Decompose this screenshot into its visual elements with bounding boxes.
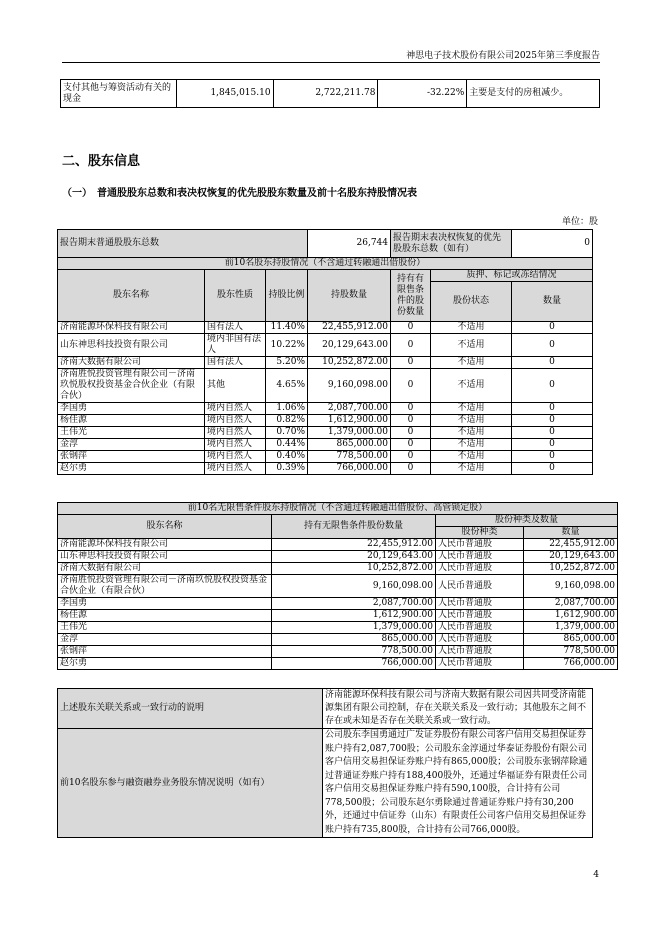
holder-restricted: 0 — [391, 463, 431, 475]
table-row — [58, 334, 593, 357]
col-header-count: 数量 — [524, 527, 618, 539]
holder-name: 张钢萍 — [58, 451, 205, 463]
holder-qty: 20,129,643.00 — [272, 551, 436, 563]
holder-qty: 1,612,900.00 — [272, 610, 436, 622]
table-row — [58, 658, 618, 670]
cashflow-row-table — [60, 79, 600, 108]
holder-qty: 778,500.00 — [272, 646, 436, 658]
share-type: 人民币普通股 — [436, 563, 524, 575]
share-type: 人民币普通股 — [436, 610, 524, 622]
holder-qty: 9,160,098.00 — [308, 369, 391, 403]
share-count: 766,000.00 — [524, 658, 618, 670]
pledge-status: 不适用 — [431, 439, 512, 451]
pct-cell: -32.22% — [378, 80, 467, 108]
table-row — [58, 622, 618, 634]
share-type: 人民币普通股 — [436, 598, 524, 610]
holder-name: 山东神思科技投资有限公司 — [58, 551, 272, 563]
col-header-nature: 股东性质 — [205, 270, 266, 322]
table-row — [58, 322, 593, 334]
holder-ratio: 0.82% — [266, 415, 308, 427]
margin-label: 前10名股东参与融资融券业务股东情况说明（如有） — [58, 729, 323, 838]
pledge-count: 0 — [512, 334, 593, 357]
table-row — [58, 563, 618, 575]
holder-ratio: 0.40% — [266, 451, 308, 463]
holder-ratio: 11.40% — [266, 322, 308, 334]
holder-nature: 境内自然人 — [205, 439, 266, 451]
table-row — [58, 403, 593, 415]
holder-qty: 10,252,872.00 — [272, 563, 436, 575]
pledge-count: 0 — [512, 369, 593, 403]
holder-qty: 766,000.00 — [308, 463, 391, 475]
col-header-pledge: 质押、标记或冻结情况 — [431, 270, 593, 282]
value-cell: 1,845,015.10 — [176, 80, 273, 108]
holder-qty: 865,000.00 — [308, 439, 391, 451]
table-row — [58, 415, 593, 427]
pledge-count: 0 — [512, 322, 593, 334]
holder-restricted: 0 — [391, 415, 431, 427]
pledge-status: 不适用 — [431, 451, 512, 463]
holder-qty: 22,455,912.00 — [308, 322, 391, 334]
holder-restricted: 0 — [391, 334, 431, 357]
share-count: 1,612,900.00 — [524, 610, 618, 622]
holder-nature: 境内非国有法人 — [205, 334, 266, 357]
col-header-type: 股份种类 — [436, 527, 524, 539]
share-type: 人民币普通股 — [436, 539, 524, 551]
col-header-type-group: 股份种类及数量 — [436, 515, 618, 527]
holder-nature: 境内自然人 — [205, 463, 266, 475]
header-rule — [62, 62, 600, 63]
holder-ratio: 5.20% — [266, 357, 308, 369]
holder-name: 济南能源环保科技有限公司 — [58, 322, 205, 334]
holder-ratio: 1.06% — [266, 403, 308, 415]
holder-restricted: 0 — [391, 369, 431, 403]
pledge-count: 0 — [512, 415, 593, 427]
table-row — [58, 598, 618, 610]
relation-text: 济南能源环保科技有限公司与济南大数据有限公司因共同受济南能源集团有限公司控制，存在关联关系及一致行动；其他股东之间不存在或未知是否存在关联关系或一致行动。 — [323, 689, 593, 729]
page-number: 4 — [593, 870, 599, 880]
holder-restricted: 0 — [391, 322, 431, 334]
col-header-ratio: 持股比例 — [266, 270, 308, 322]
pledge-status: 不适用 — [431, 369, 512, 403]
holder-name: 金淳 — [58, 439, 205, 451]
table-row — [58, 634, 618, 646]
holder-ratio: 4.65% — [266, 369, 308, 403]
holder-qty: 1,379,000.00 — [308, 427, 391, 439]
share-count: 22,455,912.00 — [524, 539, 618, 551]
holder-name: 金淳 — [58, 634, 272, 646]
share-type: 人民币普通股 — [436, 658, 524, 670]
holder-name: 张钢萍 — [58, 646, 272, 658]
total-holders-label: 报告期末普通股股东总数 — [58, 230, 308, 258]
holder-name: 王伟光 — [58, 622, 272, 634]
table-row — [58, 369, 593, 403]
table-row — [58, 439, 593, 451]
holder-qty: 9,160,098.00 — [272, 575, 436, 598]
pledge-status: 不适用 — [431, 415, 512, 427]
col-header-qty: 持有无限售条件股份数量 — [272, 515, 436, 539]
preferred-holders-label: 报告期末表决权恢复的优先股股东总数（如有） — [391, 230, 512, 258]
holder-nature: 境内自然人 — [205, 451, 266, 463]
holder-name: 山东神思科技投资有限公司 — [58, 334, 205, 357]
col-header-restricted: 持有有限售条件的股份数量 — [391, 270, 431, 322]
col-header-count: 数量 — [512, 282, 593, 322]
section-title: 二、股东信息 — [62, 154, 141, 169]
holder-nature: 境内自然人 — [205, 403, 266, 415]
relation-label: 上述股东关联关系或一致行动的说明 — [58, 689, 323, 729]
holder-name: 赵尔勇 — [58, 463, 205, 475]
holder-restricted: 0 — [391, 451, 431, 463]
pledge-count: 0 — [512, 427, 593, 439]
holder-restricted: 0 — [391, 357, 431, 369]
holder-ratio: 0.44% — [266, 439, 308, 451]
holder-qty: 22,455,912.00 — [272, 539, 436, 551]
holder-name: 济南胜悦投资管理有限公司－济南玖悦股权投资基金合伙企业（有限合伙） — [58, 575, 272, 598]
share-count: 20,129,643.00 — [524, 551, 618, 563]
table-row — [58, 646, 618, 658]
holder-name: 赵尔勇 — [58, 658, 272, 670]
share-count: 2,087,700.00 — [524, 598, 618, 610]
holder-qty: 20,129,643.00 — [308, 334, 391, 357]
share-type: 人民币普通股 — [436, 634, 524, 646]
holder-qty: 2,087,700.00 — [308, 403, 391, 415]
item-cell: 支付其他与筹资活动有关的现金 — [61, 80, 177, 108]
holder-ratio: 10.22% — [266, 334, 308, 357]
table-row — [58, 610, 618, 622]
share-count: 865,000.00 — [524, 634, 618, 646]
holder-qty: 10,252,872.00 — [308, 357, 391, 369]
top10-section-header: 前10名股东持股情况（不含通过转融通出借股份） — [58, 258, 593, 270]
holder-restricted: 0 — [391, 439, 431, 451]
col-header-status: 股份状态 — [431, 282, 512, 322]
unit-label: 单位：股 — [561, 217, 598, 227]
share-count: 778,500.00 — [524, 646, 618, 658]
holder-name: 杨佳源 — [58, 415, 205, 427]
table-row — [58, 463, 593, 475]
share-count: 1,379,000.00 — [524, 622, 618, 634]
holder-nature: 其他 — [205, 369, 266, 403]
preferred-holders-value: 0 — [512, 230, 593, 258]
holder-qty: 865,000.00 — [272, 634, 436, 646]
holder-qty: 766,000.00 — [272, 658, 436, 670]
pledge-status: 不适用 — [431, 463, 512, 475]
pledge-count: 0 — [512, 403, 593, 415]
value-cell: 2,722,211.78 — [273, 80, 378, 108]
share-type: 人民币普通股 — [436, 551, 524, 563]
pledge-count: 0 — [512, 463, 593, 475]
holder-name: 济南大数据有限公司 — [58, 563, 272, 575]
holder-ratio: 0.39% — [266, 463, 308, 475]
holder-restricted: 0 — [391, 427, 431, 439]
share-type: 人民币普通股 — [436, 575, 524, 598]
table-row — [58, 451, 593, 463]
unrestricted-section-header: 前10名无限售条件股东持股情况（不含通过转融通出借股份、高管锁定股） — [58, 503, 618, 515]
holder-ratio: 0.70% — [266, 427, 308, 439]
holder-name: 李国勇 — [58, 598, 272, 610]
holder-nature: 境内自然人 — [205, 427, 266, 439]
table-row — [58, 357, 593, 369]
holder-nature: 国有法人 — [205, 357, 266, 369]
holder-qty: 778,500.00 — [308, 451, 391, 463]
share-type: 人民币普通股 — [436, 646, 524, 658]
col-header-name: 股东名称 — [58, 515, 272, 539]
note-cell: 主要是支付的房租减少。 — [467, 80, 600, 108]
pledge-count: 0 — [512, 439, 593, 451]
holder-name: 杨佳源 — [58, 610, 272, 622]
total-holders-value: 26,744 — [308, 230, 391, 258]
pledge-count: 0 — [512, 357, 593, 369]
table-row — [58, 427, 593, 439]
notes-table — [57, 688, 593, 838]
holder-name: 济南胜悦投资管理有限公司－济南玖悦股权投资基金合伙企业（有限合伙） — [58, 369, 205, 403]
holder-name: 李国勇 — [58, 403, 205, 415]
margin-text: 公司股东李国勇通过广发证券股份有限公司客户信用交易担保证券账户持有2,087,700股；公司股东金淳通过华泰证券股份有限公司客户信用交易担保证券账户持有865,000股；公司股东张钢萍除通过普通证券账户持有188,400股外，还通过华福证券有限责任公司客户信用交易担保证券账户持有590,100股，合计持有公司778,500股；公司股东赵尔勇除通过普通证券账户持有30,200外，还通过中信证券（山东）有限责任公司客户信用交易担保证券账户持有735,800股，合计持有公司766,000股。 — [323, 729, 593, 838]
holder-nature: 境内自然人 — [205, 415, 266, 427]
top10-shareholders-table — [57, 229, 593, 475]
holder-qty: 1,612,900.00 — [308, 415, 391, 427]
subsection-title: （一） 普通股股东总数和表决权恢复的优先股股东数量及前十名股东持股情况表 — [62, 188, 417, 199]
holder-name: 济南能源环保科技有限公司 — [58, 539, 272, 551]
pledge-status: 不适用 — [431, 427, 512, 439]
holder-restricted: 0 — [391, 403, 431, 415]
col-header-name: 股东名称 — [58, 270, 205, 322]
table-row — [58, 539, 618, 551]
table-row — [58, 551, 618, 563]
unrestricted-holders-table — [57, 502, 618, 670]
share-type: 人民币普通股 — [436, 622, 524, 634]
table-row — [58, 575, 618, 598]
pledge-status: 不适用 — [431, 403, 512, 415]
pledge-count: 0 — [512, 451, 593, 463]
holder-qty: 2,087,700.00 — [272, 598, 436, 610]
pledge-status: 不适用 — [431, 357, 512, 369]
share-count: 9,160,098.00 — [524, 575, 618, 598]
pledge-status: 不适用 — [431, 334, 512, 357]
holder-nature: 国有法人 — [205, 322, 266, 334]
holder-name: 王伟光 — [58, 427, 205, 439]
share-count: 10,252,872.00 — [524, 563, 618, 575]
col-header-qty: 持股数量 — [308, 270, 391, 322]
holder-qty: 1,379,000.00 — [272, 622, 436, 634]
page-header: 神思电子技术股份有限公司2025年第三季度报告 — [406, 51, 600, 61]
pledge-status: 不适用 — [431, 322, 512, 334]
holder-name: 济南大数据有限公司 — [58, 357, 205, 369]
